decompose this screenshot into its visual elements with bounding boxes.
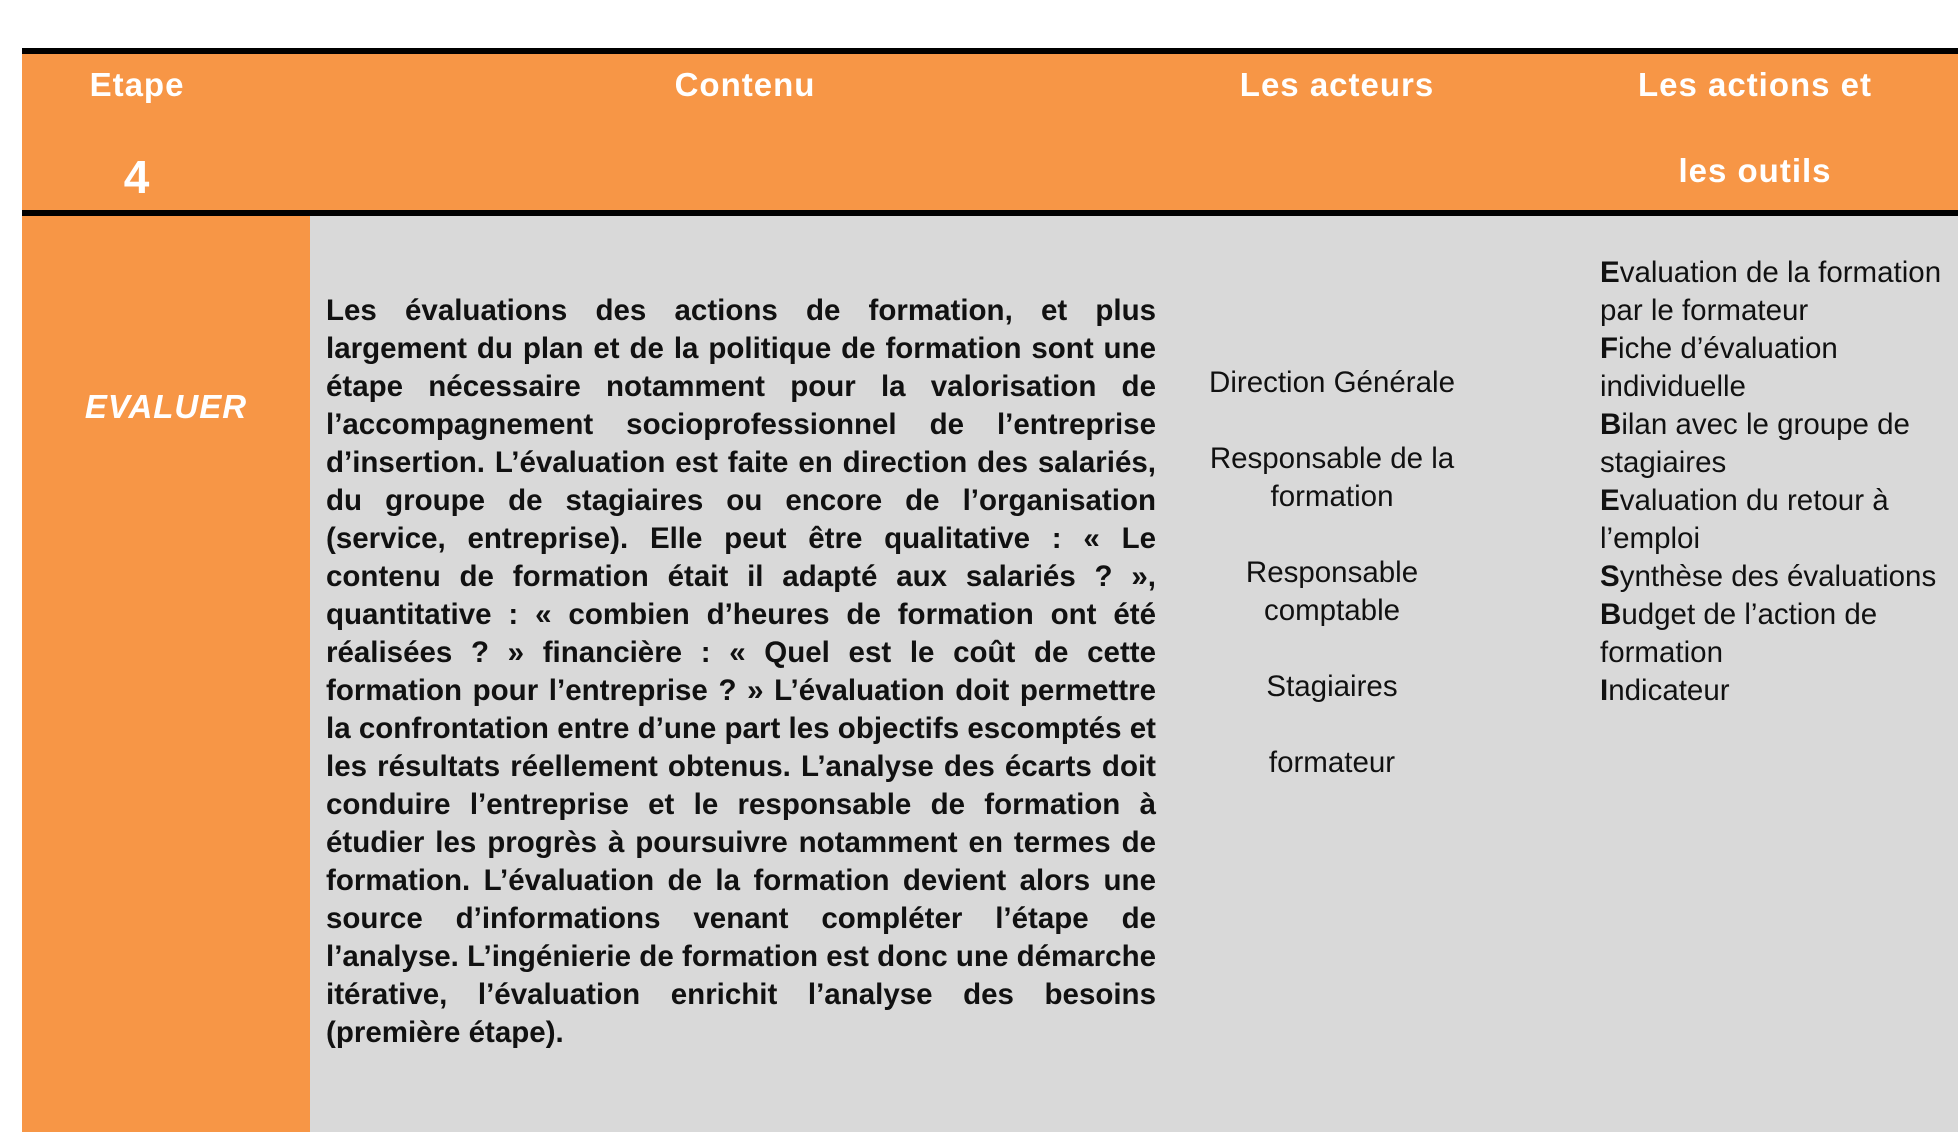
step-name: EVALUER (84, 388, 248, 425)
header-etape-label: Etape (89, 66, 185, 103)
header-contenu (310, 54, 1180, 210)
tool-initial: F (1600, 332, 1619, 365)
cell-etape (22, 216, 310, 1132)
tool-item (1600, 330, 1958, 406)
cell-acteurs (1182, 364, 1482, 820)
tool-text: ndicateur (1608, 674, 1730, 707)
tool-item (1600, 406, 1958, 482)
tool-text: ilan avec le groupe de stagiaires (1600, 408, 1910, 479)
tool-item (1600, 596, 1958, 672)
table-header-row (22, 54, 1958, 210)
header-outils (1552, 54, 1958, 210)
tool-initial: B (1600, 598, 1622, 631)
header-outils-label-line2: les outils (1678, 152, 1832, 189)
tool-item (1600, 558, 1958, 596)
header-etape (22, 54, 252, 210)
tool-text: valuation de la formation par le formateur (1600, 256, 1942, 327)
tool-initial: E (1600, 484, 1620, 517)
cell-outils (1600, 254, 1958, 710)
actor-item: Responsable de la formation (1209, 442, 1455, 513)
tool-text: valuation du retour à l’emploi (1600, 484, 1889, 555)
header-contenu-label: Contenu (674, 66, 816, 103)
actor-item: Stagiaires (1266, 670, 1398, 703)
evaluation-table (22, 48, 1958, 1132)
tool-initial: I (1600, 674, 1609, 707)
tool-item (1600, 254, 1958, 330)
tool-text: udget de l’action de formation (1600, 598, 1878, 669)
actor-item: Direction Générale (1209, 366, 1455, 399)
header-acteurs (1187, 54, 1487, 210)
tool-item (1600, 482, 1958, 558)
table-body-row (22, 216, 1958, 1132)
tool-text: iche d’évaluation individuelle (1600, 332, 1838, 403)
cell-contenu-text: Les évaluations des actions de formation, et plus largement du plan et de la politique de formation sont une étape nécessaire notamment pour la valorisation de l’accompagnement socioprofessionnel de l’entreprise d’insertion. L’évaluation est faite en direction des salariés, du groupe de stagiaires ou encore de l’organisation (service, entreprise). Elle peut être qualitative : « Le contenu de formation était il adapté aux salariés ? », quantitative : « combien d’heures de formation ont été réalisées ? » financière : « Quel est le coût de cette formation pour l’entreprise ? » L’évaluation doit permettre la confrontation entre d’une part les objectifs escomptés et les résultats réellement obtenus. L’analyse des écarts doit conduire l’entreprise et le responsable de formation à étudier les progrès à poursuivre notamment en termes de formation. L’évaluation de la formation devient alors une source d’informations venant compléter l’étape de l’analyse. L’ingénierie de formation est donc une démarche itérative, l’évaluation enrichit l’analyse des besoins (première étape). (326, 294, 1156, 1049)
header-etape-number: 4 (123, 151, 151, 203)
header-acteurs-label: Les acteurs (1239, 66, 1435, 103)
tool-initial: E (1600, 256, 1620, 289)
tool-initial: B (1600, 408, 1622, 441)
tool-text: ynthèse des évaluations (1619, 560, 1937, 593)
actor-item: Responsable comptable (1245, 556, 1419, 627)
tool-initial: S (1600, 560, 1620, 593)
tool-item (1600, 672, 1958, 710)
actor-item: formateur (1268, 746, 1396, 779)
header-outils-label-line1: Les actions et (1637, 66, 1873, 103)
